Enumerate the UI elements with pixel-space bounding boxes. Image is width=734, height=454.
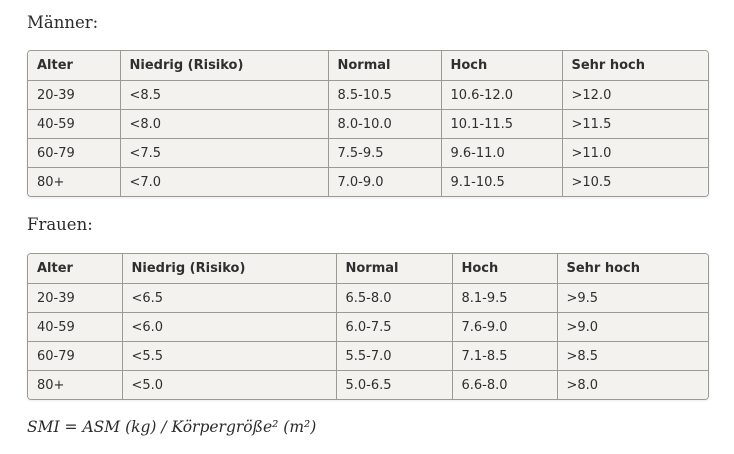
table-cell: <5.5 — [122, 342, 336, 371]
table-cell: 7.6-9.0 — [452, 313, 557, 342]
table-header-row — [28, 51, 708, 81]
table-cell: 10.1-11.5 — [441, 110, 562, 139]
column-header-high: Hoch — [452, 254, 557, 284]
table-cell: 40-59 — [28, 110, 120, 139]
table-cell: 7.0-9.0 — [328, 168, 441, 197]
column-header-normal: Normal — [328, 51, 441, 81]
table-header-row — [28, 254, 708, 284]
table-row — [28, 110, 708, 139]
table-cell: 5.5-7.0 — [336, 342, 452, 371]
table-cell: >8.0 — [557, 371, 708, 400]
table-cell: 7.5-9.5 — [328, 139, 441, 168]
table-row — [28, 168, 708, 197]
table-cell: 5.0-6.5 — [336, 371, 452, 400]
table-cell: 8.0-10.0 — [328, 110, 441, 139]
table-cell: >11.5 — [562, 110, 708, 139]
men-table-container — [27, 50, 709, 197]
table-cell: 60-79 — [28, 139, 120, 168]
table-row — [28, 81, 708, 110]
column-header-high: Hoch — [441, 51, 562, 81]
table-cell: 8.5-10.5 — [328, 81, 441, 110]
column-header-age: Alter — [28, 254, 122, 284]
column-header-very-high: Sehr hoch — [562, 51, 708, 81]
table-cell: 10.6-12.0 — [441, 81, 562, 110]
table-cell: <8.5 — [120, 81, 328, 110]
table-cell: 80+ — [28, 168, 120, 197]
table-cell: 9.1-10.5 — [441, 168, 562, 197]
table-cell: 8.1-9.5 — [452, 284, 557, 313]
table-cell: <8.0 — [120, 110, 328, 139]
column-header-age: Alter — [28, 51, 120, 81]
table-cell: >12.0 — [562, 81, 708, 110]
table-row — [28, 139, 708, 168]
table-cell: >8.5 — [557, 342, 708, 371]
column-header-low: Niedrig (Risiko) — [120, 51, 328, 81]
women-table — [28, 254, 708, 399]
women-table-container — [27, 253, 709, 400]
table-cell: <7.0 — [120, 168, 328, 197]
smi-formula: SMI = ASM (kg) / Körpergröße² (m²) — [27, 418, 317, 436]
table-row — [28, 313, 708, 342]
table-cell: 60-79 — [28, 342, 122, 371]
table-cell: 80+ — [28, 371, 122, 400]
table-cell: <6.0 — [122, 313, 336, 342]
column-header-very-high: Sehr hoch — [557, 254, 708, 284]
table-cell: <7.5 — [120, 139, 328, 168]
table-row — [28, 284, 708, 313]
table-cell: 6.5-8.0 — [336, 284, 452, 313]
table-cell: 40-59 — [28, 313, 122, 342]
table-cell: >9.0 — [557, 313, 708, 342]
table-row — [28, 342, 708, 371]
table-cell: >11.0 — [562, 139, 708, 168]
table-cell: >10.5 — [562, 168, 708, 197]
women-section-title: Frauen: — [27, 215, 93, 234]
table-cell: 7.1-8.5 — [452, 342, 557, 371]
column-header-normal: Normal — [336, 254, 452, 284]
men-table — [28, 51, 708, 196]
table-row — [28, 371, 708, 400]
table-cell: >9.5 — [557, 284, 708, 313]
table-cell: <5.0 — [122, 371, 336, 400]
table-cell: 20-39 — [28, 284, 122, 313]
table-cell: 20-39 — [28, 81, 120, 110]
men-section-title: Männer: — [27, 13, 99, 32]
table-cell: 6.6-8.0 — [452, 371, 557, 400]
column-header-low: Niedrig (Risiko) — [122, 254, 336, 284]
table-cell: 6.0-7.5 — [336, 313, 452, 342]
table-cell: 9.6-11.0 — [441, 139, 562, 168]
table-cell: <6.5 — [122, 284, 336, 313]
